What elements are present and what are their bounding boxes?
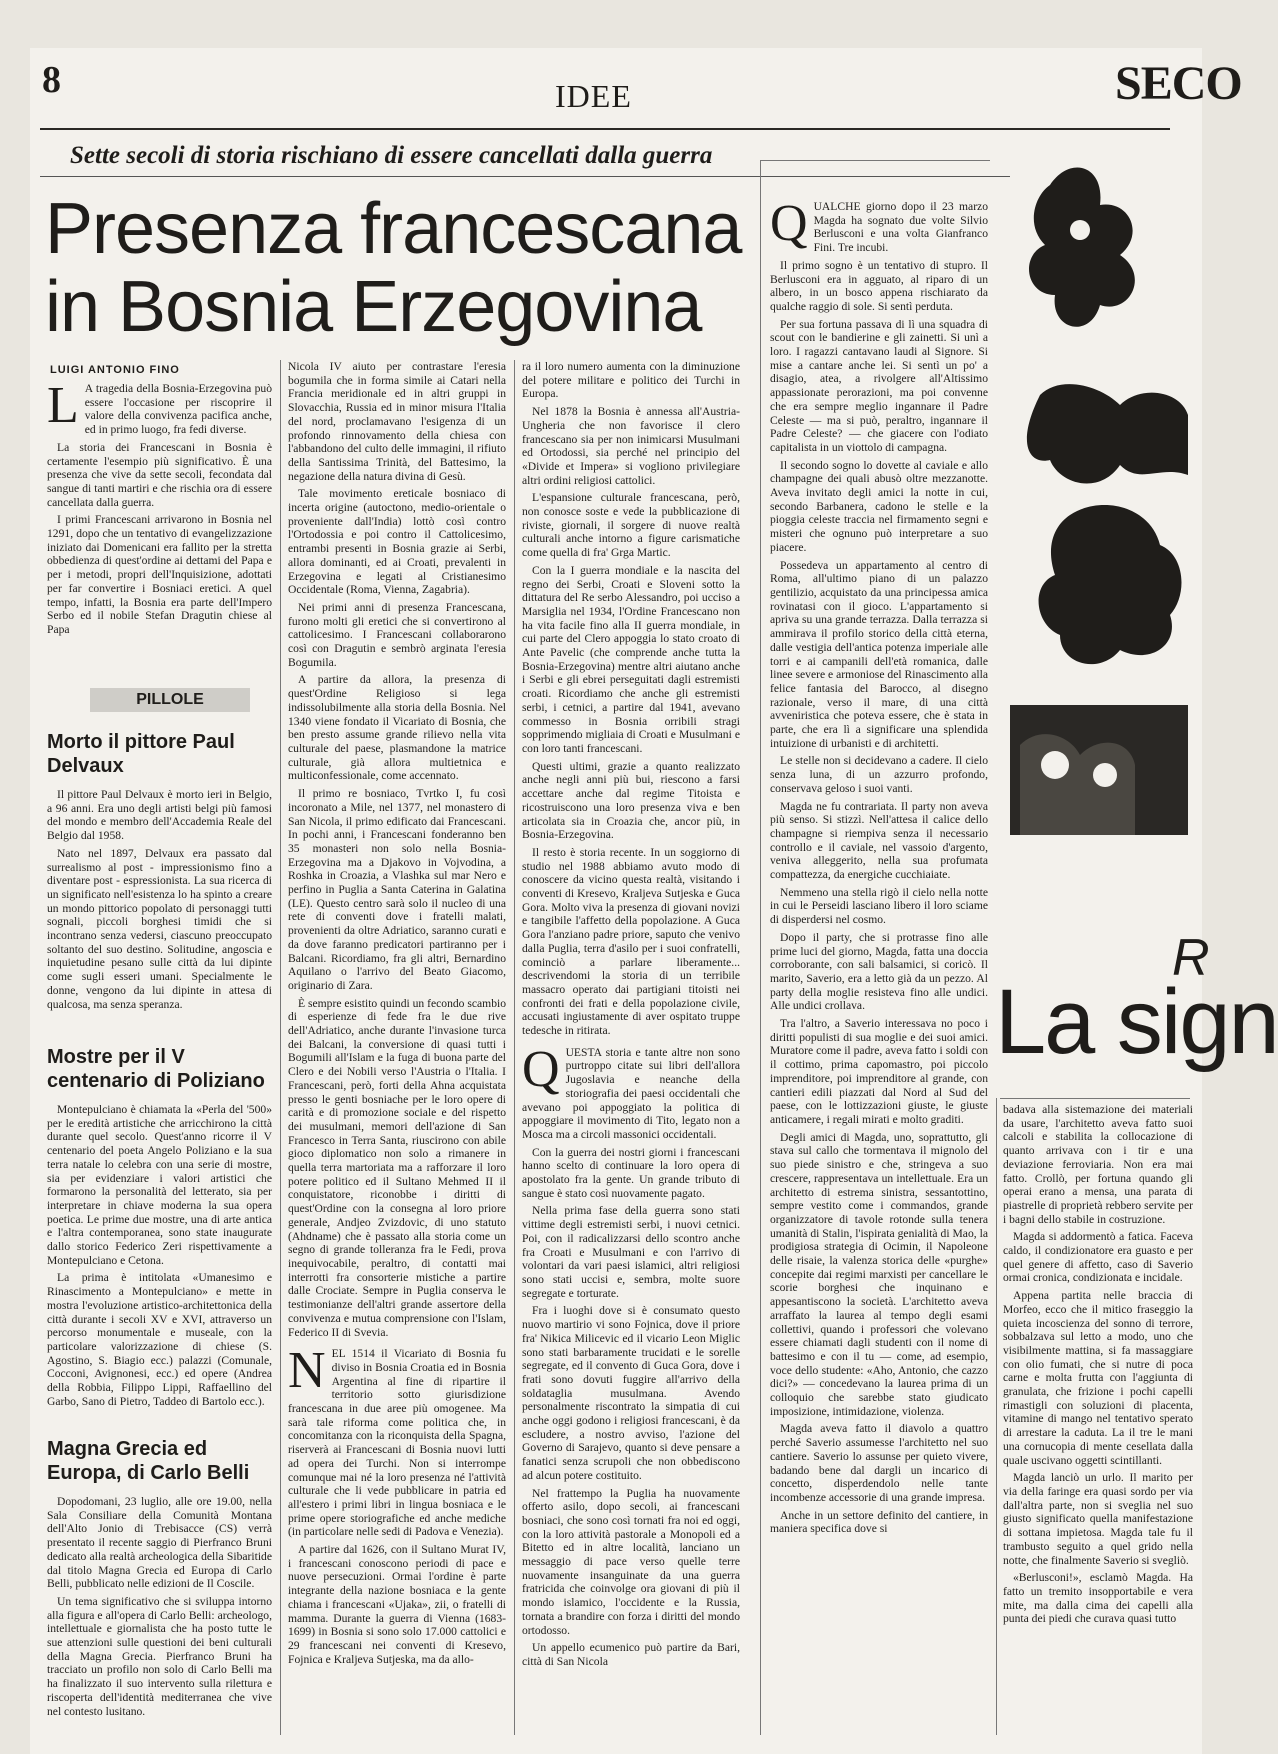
paragraph: È sempre esistito quindi un fecondo scambio di esperienze di fede fra le due rive dell'Adriatico, anche durante l'invasione turca dei Balcani, la conversione di quasi tutti i Bogumili all'Islam e la fuga di buona parte del Clero e dei Nobili verso l'Austria o l'Italia. I Francescani, però, forti della Ahna acquistata presso le genti bosniache per le loro opere di carità e di promozione sociale e del rispetto dei musulmani, memori dell'azione di San Francesco in Terra Santa, riuscirono con abile gioco diplomatico non solo a rimanere in quella terra martoriata ma a rafforzare il loro potere politico ed il Sultano Mehmed II il conquistatore, riconobbe i diritti di quest'Ordine con la consegna al loro priore generale, Andjeo Zvizdovic, di uno statuto (Ahdname) che è passato alla storia come un segno di grande tolleranza fra le Fedi, prova inequivocabile, peraltro, di contatti mai interrotti fra consorterie mistiche a partire dalle Crociate. Sempre in Puglia conserva le testimonianze dell'altri grande assertore della convivenza e mutua comprensione con l'Islam, Federico II di Svevia. bbox=[288, 996, 507, 1339]
paragraph: Dopo il party, che si protrasse fino alle prime luci del giorno, Magda, fatta una doccia corroborante, con sali balsamici, si coricò. Il marito, Saverio, era a letto già da un pezzo. Al party della moglie resisteva fino alle undici. Alle undici crollava. bbox=[770, 930, 988, 1013]
pillole-item-body bbox=[47, 788, 272, 1038]
paragraph: Magda ne fu contrariata. Il party non aveva più senso. Si stizzì. Nell'attesa il calice dello champagne si riempiva senza il necessario controllo e il caviale, nel vassoio d'argento, veniva alleggerito, nella sua profumata compattezza, da energiche cucchiaiate. bbox=[770, 799, 988, 882]
column-rule bbox=[514, 360, 515, 1735]
paragraph: Il primo re bosniaco, Tvrtko I, fu così incoronato a Mile, nel 1377, nel monastero di San Nicola, il primo edificato dai Francescani. In pochi anni, i Francescani fonderanno ben 35 monasteri non solo nella Bosnia-Erzegovina ma a Djakovo in Vojvodina, a Roshka in Croazia, a Vlashka sul mar Nero e perfino in Puglia a Santa Caterina in Galatina (LE). Questo centro sarà solo il nucleo di una rete di conventi dove i fratelli malati, provenienti da oltre Adriatico, saranno curati e da dove faranno predicatori partiranno per i Balcani. Ricordiamo, fra gli altri, Bernardino Aquilano o l'arrivo del Beato Giacomo, originario di Zara. bbox=[288, 787, 506, 992]
paragraph: Un tema significativo che si sviluppa intorno alla figura e all'opera di Carlo Belli: archeologo, intellettuale e giornalista che ha posto tutte le sue attenzioni sulle questioni dei beni culturali della Magna Grecia. Pierfranco Bruni ha tracciato un profilo non solo di Carlo Belli ma ha finalizzato il suo intervento sulla rilettura e riscoperta dell'identità mediterranea che vive nel contesto lusitano. bbox=[47, 1594, 272, 1718]
story-headline-clip bbox=[995, 962, 1278, 1082]
paragraph: Con la guerra dei nostri giorni i francescani hanno scelto di continuare la loro opera di apostolato fra la gente. Un grande tributo di sangue è stato così nuovamente pagato. bbox=[522, 1145, 740, 1200]
story-right-column bbox=[1003, 1103, 1193, 1733]
headline-line-1: Presenza francescana bbox=[45, 189, 742, 269]
paragraph: Il pittore Paul Delvaux è morto ieri in Belgio, a 96 anni. Era uno degli artisti belgi più famosi del mondo e membro dell'Accademia Reale del Belgio dal 1958. bbox=[47, 788, 272, 843]
section-title: IDEE bbox=[555, 78, 632, 114]
paragraph: QUALCHE giorno dopo il 23 marzo Magda ha sognato due volte Silvio Berlusconi e una volta Gianfranco Fini. Tre incubi. bbox=[770, 195, 988, 255]
paragraph: Nel 1878 la Bosnia è annessa all'Austria-Ungheria che non favorisce il clero francescano sia per non inimicarsi Musulmani ed Ortodossi, sia perché nel principio del «Divide et Impera» si vogliono privilegiare altri ordini religiosi cattolici. bbox=[522, 405, 740, 487]
drop-cap: N bbox=[288, 1342, 326, 1400]
paragraph: Per sua fortuna passava di lì una squadra di scout con le bandierine e gli zainetti. Si unì a loro. I ragazzi cantavano laudi al Signore. Si mise a cantare anche lei. Si sentì un po' a disagio, atea, a rivolgere all'Altissimo appassionate perorazioni, ma poi convenne che era sempre meglio ingannare il Padre Celeste — ma si può, peraltro, ingannare il Padre Celeste? — che giacere con l'odiato capitalista in un viottolo di campagna. bbox=[770, 317, 988, 454]
paragraph: Appena partita nelle braccia di Morfeo, ecco che il mitico fraseggio la quieta incoscienza del sonno di terrore, sobbalzava sul letto a modo, uno che visibilmente mattina, si fa massaggiare con olio fumati, che si nutre di poca carne e molta frutta con l'aggiunta di granulata, che frizione i pochi capelli rimastigli con soluzioni di placenta, vitamine di mango nel tentativo sperato di arrestare la caduta. La il tre le mani una cornucopia di mente cesellata dalla quale uscivano oggetti scintillanti. bbox=[1003, 1289, 1193, 1467]
paragraph: ra il loro numero aumenta con la diminuzione del potere militare e politico dei Turchi in Europa. bbox=[522, 360, 740, 401]
column-rule bbox=[280, 360, 281, 1735]
story-box-left-rule bbox=[760, 160, 761, 1735]
paragraph: Magda lanciò un urlo. Il marito per via della faringe era quasi sordo per via dall'altra parte, non si sveglia nel suo giusto significato quella manifestazione di sottana impietosa. Magda tale fu il trambusto seguito a quel grido nella notte, che finalmente Saverio si svegliò. bbox=[1003, 1471, 1193, 1567]
paragraph: Il primo sogno è un tentativo di stupro. Il Berlusconi era in agguato, al riparo di un albero, in un bosco appena rischiarato da qualche raggio di sole. Si sentì perduta. bbox=[770, 258, 988, 313]
paragraph: A partire dal 1626, con il Sultano Murat IV, i francescani conoscono periodi di pace e nuove persecuzioni. Ormai l'ordine è parte integrante della nazione bosniaca e la gente chiama i francescani «Ujaka», zii, o fratelli di mamma. Durante la guerra di Vienna (1683-1699) in Bosnia si sono solo 17.000 cattolici e 29 francescani nei conventi di Kresevo, Fojnica e Kraljeva Sutjeska, ma da allo- bbox=[288, 1543, 506, 1666]
story-illustration bbox=[1010, 145, 1188, 835]
paragraph: «Berlusconi!», esclamò Magda. Ha fatto un tremito insopportabile e vera mite, ma dalla cima dei capelli alla punta dei piedi che curava quasi tutto bbox=[1003, 1571, 1193, 1626]
pillole-item-body bbox=[47, 1103, 272, 1430]
paragraph: Possedeva un appartamento al centro di Roma, all'ultimo piano di un palazzo gentilizio, acquistato da una principessa amica rovinatasi con il gioco. L'appartamento si apriva su una grande terrazza. Dalla terrazza si ammirava il profilo storico della città eterna, dalle vestigia dell'antica potenza imperiale alle torri e ai campanili dell'età romanica, dalle linee severe e armoniose del Rinascimento alla felice fantasia del Barocco, al disegno razionale, verso il mare, di una città avveniristica che poteva essere, che è stata in parte, che era lì a significare una splendida intuizione di urbanisti e di architetti. bbox=[770, 558, 988, 750]
story-headline-rule bbox=[1000, 1098, 1190, 1099]
article-kicker: Sette secoli di storia rischiano di essere cancellati dalla guerra bbox=[70, 142, 713, 169]
paragraph: L A tragedia della Bosnia-Erzegovina può essere l'occasione per riscoprire il valore della convivenza pacifica anche, ed in primo luogo, fra fedi diverse. bbox=[47, 377, 272, 437]
paragraph: NEL 1514 il Vicariato di Bosnia fu diviso in Bosnia Croatia ed in Bosnia Argentina al fine di ripartire il territorio sotto giurisdizione francescana in due aree più omogenee. Ma sarà tale riforma come politica che, in concomitanza con la riconquista della Spagna, riserverà ai Francescani di Bosnia nuovi lutti ad opera dei Turchi. Non si interrompe comunque mai né la loro presenza né l'attività culturale che li vede pubblicare in patria ed all'estero i primi libri in lingua bosniaca e le prime opere storiografiche ed anche mediche (in particolare nelle sedi di Padova e Venezia). bbox=[288, 1342, 506, 1539]
paragraph: Nicola IV aiuto per contrastare l'eresia bogumila che in forma simile ai Catari nella Francia meridionale ed in altri gruppi in Slovacchia, Russia ed in minor misura l'Italia del nord, proclamavano l'esigenza di un profondo rinnovamento della chiesa con l'abbandono del culto delle immagini, il rifiuto della Santissima Trinità, del Battesimo, la negazione della natura divina di Gesù. bbox=[288, 360, 506, 483]
paragraph: Nei primi anni di presenza Francescana, furono molti gli eretici che si convertirono al cattolicesimo. I Francescani collaborarono così con Dragutin e sembrò arginata l'eresia Bogumila. bbox=[288, 600, 506, 669]
paragraph: Le stelle non si decidevano a cadere. Il cielo senza luna, di un azzurro profondo, conservava geloso i suoi vanti. bbox=[770, 754, 988, 795]
story-headline: La sign bbox=[995, 971, 1278, 1073]
kicker-rule bbox=[40, 176, 1170, 177]
paragraph: Nella prima fase della guerra sono stati vittime degli estremisti serbi, i nuovi cetnici. Poi, con il radicalizzarsi dello scontro anche fra Croati e Musulmani e con l'arrivo di volontari da vari paesi islamici, altri religiosi sono stati uccisi e, sembra, molte suore segregate e torturate. bbox=[522, 1204, 740, 1300]
paragraph: Un appello ecumenico può partire da Bari, città di San Nicola bbox=[522, 1641, 740, 1668]
header-rule bbox=[40, 128, 1170, 130]
paragraph: Magda si addormentò a fatica. Faceva caldo, il condizionatore era guasto e per quel genere di affetto, caso di Saverio ormai cronica, condizionata e incidale. bbox=[1003, 1230, 1193, 1285]
pillole-label: PILLOLE bbox=[90, 688, 250, 712]
paragraph: Dopodomani, 23 luglio, alle ore 19.00, nella Sala Consiliare della Comunità Montana dell'Alto Jonio di Trebisacce (CS) verrà presentato il recente saggio di Pierfranco Bruni dedicato alla realtà archeologica della Sibaritide dal titolo Magna Grecia ed Europa di Carlo Belli, pubblicato nelle edizioni de Il Coscile. bbox=[47, 1495, 272, 1591]
paragraph: QUESTA storia e tante altre non sono purtroppo citate sui libri dell'allora Jugoslavia e neanche della storiografia dei paesi occidentali che avevano poi appoggiato la politica di appoggiare il movimento di Tito, legato non a Mosca ma a circoli massonici occidentali. bbox=[522, 1040, 740, 1141]
pillole-item-title: Morto il pittore Paul Delvaux bbox=[47, 731, 235, 777]
drop-cap: L bbox=[47, 377, 79, 434]
pillole-item-title: Mostre per il V centenario di Poliziano bbox=[47, 1046, 265, 1092]
column-rule bbox=[996, 1098, 997, 1735]
woodcut-illustration bbox=[1010, 145, 1188, 835]
story-kicker-fragment: R bbox=[1172, 929, 1210, 987]
paragraph: Il resto è storia recente. In un soggiorno di studio nel 1988 abbiamo avuto modo di conoscere da vicino questa realtà, visitando i conventi di Kresevo, Kraljeva Sutjeska e Guca Gora. Molto viva la presenza di giovani novizi e tangibile l'affetto della popolazione. A Guca Gora l'anziano padre priore, saputo che venivo dalla Puglia, terra d'asilo per i suoi confratelli, cominciò a parlare liberamente... descrivendomi la storia di un terribile massacro operato dai partigiani titoisti nei confronti dei frati e della popolazione civile, accusati ingiustamente di aver ospitato truppe tedesche in ritirata. bbox=[522, 845, 740, 1038]
story-column bbox=[770, 195, 988, 1730]
paragraph: Degli amici di Magda, uno, soprattutto, gli stava sul callo che tormentava il mignolo del suo piede sinistro e che, stringeva a suo crescere, rappresentava un intellettuale. Era un architetto di estrema sinistra, sessantottino, sempre vestito come i commandos, grande organizzatore di tavole rotonde sulla tenera umanità di Stalin, l'ispirata genialità di Mao, la prodigiosa strategia di Ocimin, il Napoleone delle risaie, la valenza storica delle «purghe» concepite dai regimi marxisti per cancellare le scorie borghesi che inquinano e appesantiscono la società. L'architetto aveva arraffato la laurea al tempo degli esami collettivi, quando i professori che volevano essere chiamati dagli studenti con il nome di battesimo e con il tu — come, ad esempio, voce dello studente: «Aho, Antonio, che cazzo dici?» — concedevano la laurea prima di un colloquio che sarebbe stato giudicato imposizione, intimidazione, violenza. bbox=[770, 1130, 988, 1418]
paragraph: La storia dei Francescani in Bosnia è certamente l'esempio più significativo. È una presenza che vive da sette secoli, fecondata dal sangue di tanti martiri e che rischia ora di essere cancellata dalla guerra. bbox=[47, 440, 272, 509]
drop-cap: Q bbox=[770, 195, 808, 252]
paragraph: Fra i luoghi dove si è consumato questo nuovo martirio vi sono Fojnica, dove il priore fra' Nikica Milicevic ed il vicario Leon Miglic sono stati barbaramente trucidati e le sorelle segregate, ed il convento di Guca Gora, dove i frati sono dovuti fuggire all'arrivo della soldataglia musulmana. Avendo personalmente riscontrato la simpatia di cui anche oggi godono i religiosi francescani, è da escludere, a nostro avviso, l'azione del Governo di Sarajevo, quanto si deve pensare a fanatici senza scrupoli che non obbediscono ad alcun potere costituito. bbox=[522, 1304, 740, 1482]
drop-cap: Q bbox=[522, 1040, 560, 1098]
paragraph: Montepulciano è chiamata la «Perla del '500» per le eredità artistiche che arricchirono la città durante quel secolo. Quest'anno ricorre il V centenario del poeta Angelo Poliziano e la sua terra natale lo celebra con una serie di mostre, sia per evidenziare i valori artistici che formarono la personalità del letterato, sia per interpretare in chiave moderna la sua opera poetica. Le prime due mostre, una di arte antica e l'altra contemporanea, sono state inaugurate dallo storico Federico Zeri rispettivamente a Montepulciano e Cetona. bbox=[47, 1103, 272, 1267]
paragraph: Con la I guerra mondiale e la nascita del regno dei Serbi, Croati e Sloveni sotto la dittatura del Re serbo Alessandro, poi ucciso a Marsiglia nel 1934, l'Ordine Francescano non ha vita facile fino alla II guerra mondiale, in cui parte del Clero appoggia lo stato croato di Ante Pavelic (che comprende anche tutta la Bosnia-Erzegovina) mentre altri aiutano anche i Serbi e gli ebrei perseguitati dagli estremisti croati. Ricordiamo che anche gli estremisti serbi, i cetnici, a partire dal 1941, avevano commesso in Bosnia orribili stragi sopprimendo migliaia di Croati e Musulmani e con loro tanti francescani. bbox=[522, 563, 740, 755]
paragraph: Anche in un settore definito del cantiere, in maniera specifica dove si bbox=[770, 1508, 988, 1536]
paragraph: L'espansione culturale francescana, però, non conosce soste e vede la pubblicazione di riviste, giornali, il sorgere di nuove realtà culturali anche intorno a figure carismatiche come quella di fra' Grga Martic. bbox=[522, 491, 740, 560]
article-column-2 bbox=[288, 360, 506, 1730]
paragraph: Nemmeno una stella rigò il cielo nella notte in cui le Perseidi lasciano libero il loro sciame di disperdersi nel cosmo. bbox=[770, 885, 988, 927]
pillole-item-body bbox=[47, 1495, 272, 1723]
paragraph: A partire da allora, la presenza di quest'Ordine Religioso si lega indissolubilmente alla storia della Bosnia. Nel 1340 viene fondato il Vicariato di Bosnia, che ben presto assume grande rilievo nella vita culturale del paese, plasmandone la matrice culturale, già allora multietnica e multiconfessionale, come accennato. bbox=[288, 673, 506, 783]
paragraph: Nel frattempo la Puglia ha nuovamente offerto asilo, dopo secoli, ai francescani bosniaci, che sono così tornati fra noi ed oggi, con la loro attività pastorale a Monopoli ed a Bitetto ed in altre località, lanciano un messaggio di pace verso quelle terre nuovamente insanguinate da una guerra fratricida che coinvolge ora giovani di più il mondo islamico, l'occidente e la Russia, tornata a brandire con forza i diritti del mondo ortodosso. bbox=[522, 1486, 740, 1637]
story-box-top-rule bbox=[760, 160, 990, 161]
article-column-3 bbox=[522, 360, 740, 1730]
article-headline bbox=[45, 190, 745, 346]
byline: LUIGI ANTONIO FINO bbox=[50, 364, 180, 376]
paragraph: Tra l'altro, a Saverio interessava no poco i diritti populisti di sua moglie e dei suoi amici. Muratore come il padre, aveva fatto i soldi con il cottimo, prima capomastro, poi piccolo imprenditore, poi imprenditore al grande, con cantieri edili piazzati dal Nord al Sud del paese, con le lottizzazioni giuste, le giuste anticamere, i regali mirati e molto graditi. bbox=[770, 1017, 988, 1126]
headline-line-2: in Bosnia Erzegovina bbox=[45, 267, 702, 347]
paragraph: Magda aveva fatto il diavolo a quattro perché Saverio assumesse l'architetto nel suo cantiere. Saverio lo assunse per quieto vivere, badando bene dal dargli un incarico di concetto, disperdendolo nelle tante incombenze accessorie di una grande impresa. bbox=[770, 1422, 988, 1504]
paragraph: Tale movimento ereticale bosniaco di incerta origine (autoctono, medio-orientale o proveniente dall'India) lottò così contro l'Ortodossia e poi contro il Cattolicesimo, entrambi presenti in Bosnia grazie ai Serbi, allora dominanti, ed ai Croati, prevalenti in Erzegovina e legati al Cristianesimo Occidentale (Roma, Vienna, Zagabria). bbox=[288, 487, 506, 597]
pillole-item-title: Magna Grecia ed Europa, di Carlo Belli bbox=[47, 1438, 250, 1484]
paragraph: badava alla sistemazione dei materiali da usare, l'architetto aveva fatto suoi calcoli e stabilita la collocazione di quanto arrivava con i tir e una deviazione ferroviaria. Non era mai fatto. Crollò, per fortuna quando gli operai erano a mensa, una parata di piastrelle di proprietà rebbero servite per i bagni dello stabile in costruzione. bbox=[1003, 1103, 1193, 1226]
paragraph: I primi Francescani arrivarono in Bosnia nel 1291, dopo che un tentativo di evangelizzazione iniziato dai Domenicani era fallito per la stretta obbedienza di quest'ordine ai dettami del Papa e per i metodi, propri dell'Inquisizione, adottati per far convertire i Bosniaci eretici. A quel tempo, infatti, la Bosnia era parte dell'Impero Serbo ed il nobile Stefan Dragutin chiese al Papa bbox=[47, 513, 272, 636]
page-number: 8 bbox=[42, 59, 61, 101]
paragraph: La prima è intitolata «Umanesimo e Rinascimento a Montepulciano» e mette in mostra l'evoluzione artistico-architettonica della città durante i secoli XV e XVI, attraverso un percorso monumentale e museale, con la particolare valorizzazione di chiese (S. Agostino, S. Biagio ecc.) palazzi (Comunale, Cocconi, Avignonesi, ecc.) ed opere (Andrea della Robbia, Filippo Lippi, Raffaellino del Garbo, Sano di Pietro, Taddeo di Bartolo ecc.). bbox=[47, 1271, 272, 1408]
masthead: SECO bbox=[1115, 57, 1242, 110]
paragraph: Il secondo sogno lo dovette al caviale e allo champagne dei quali abusò oltre mezzanotte. Aveva invitato degli amici la notte in cui, secondo Barbanera, cadono le stelle e la pioggia celeste traccia nel firmamento segni e misteri che ognuno può interpretare a suo piacere. bbox=[770, 458, 988, 554]
article-column-1 bbox=[47, 377, 272, 680]
paragraph: Questi ultimi, grazie a quanto realizzato anche negli anni più bui, riescono a farsi accettare anche dal regime Titoista e ricostruiscono una loro presenza viva e ben articolata sia in Croazia che, ancor più, in Bosnia-Erzegovina. bbox=[522, 759, 740, 842]
paragraph: Nato nel 1897, Delvaux era passato dal surrealismo al post - impressionismo fino a diventare post - espressionista. La sua ricerca di un significato nell'esistenza lo ha spinto a creare un mondo pittorico popolato di personaggi tutti sognali, piccoli borghesi timidi che si incontrano senza vedersi, ciascuno preoccupato soltanto del suo destino. Solitudine, angoscia e inquietudine pesano sulle città da lui dipinte come sugli esseri umani. Specialmente le donne, vengono da lui dipinte in attesa di qualcosa, ma senza speranza. bbox=[47, 846, 272, 1011]
